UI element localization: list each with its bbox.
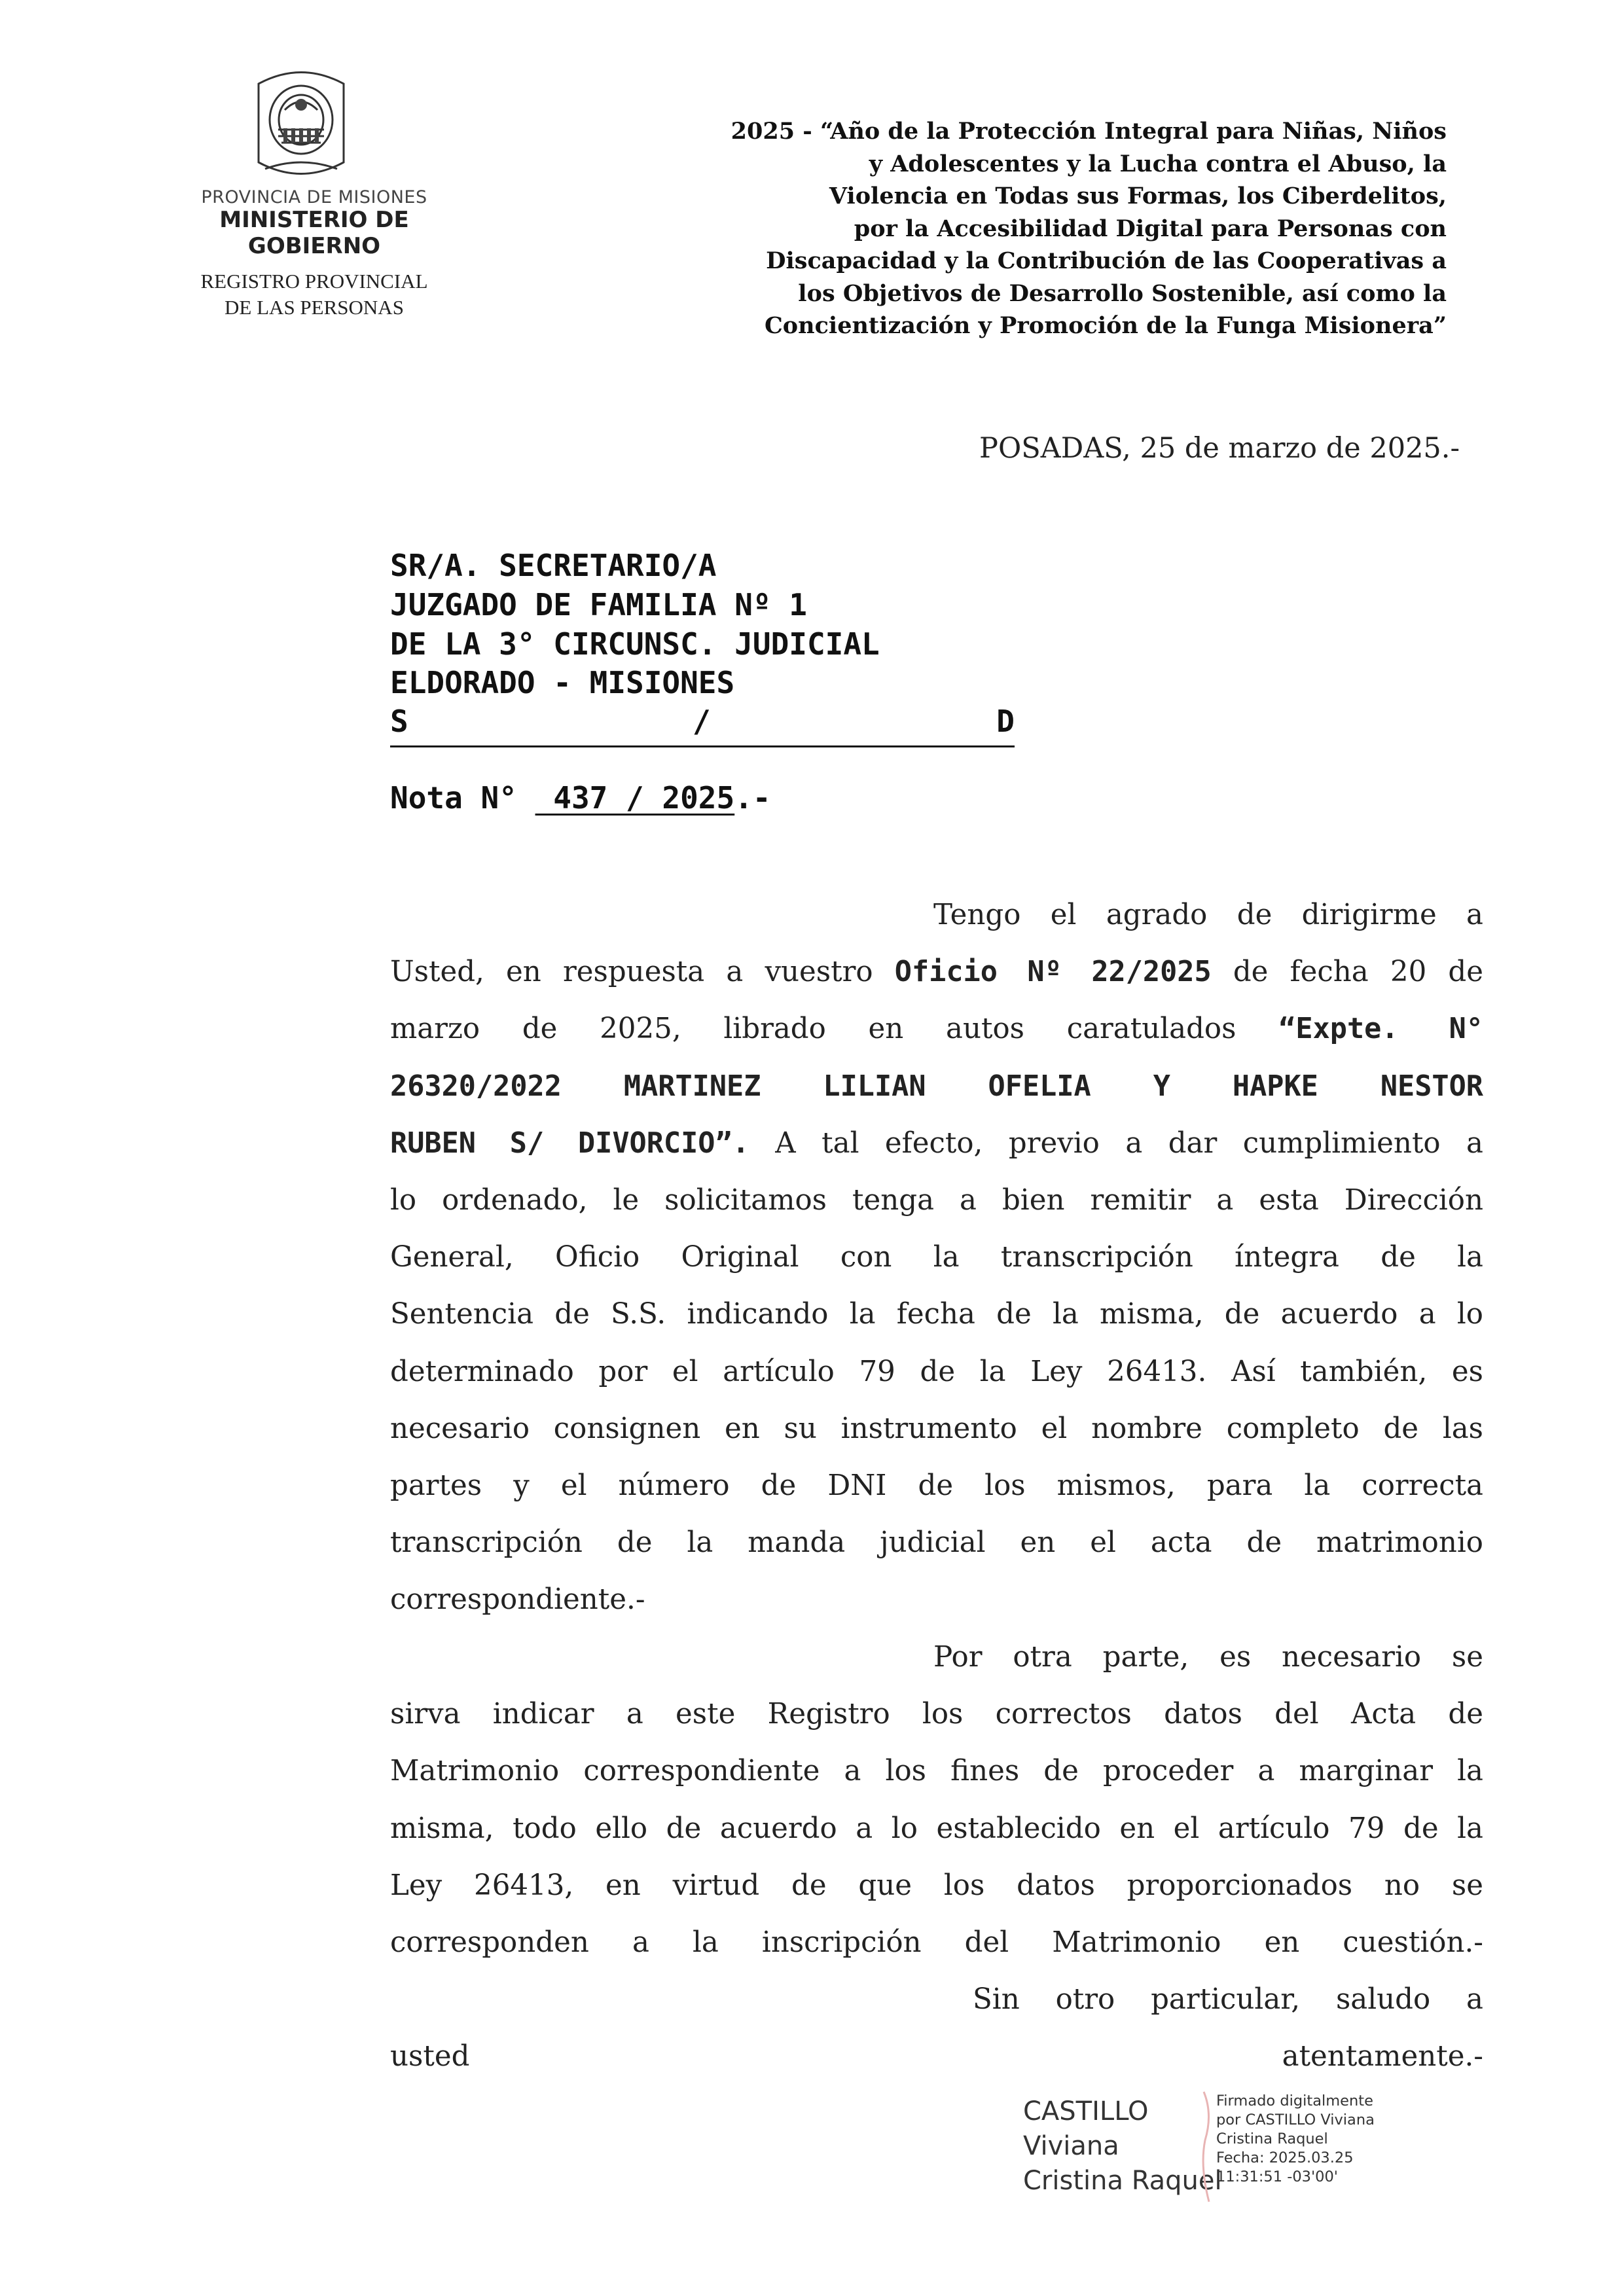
addressee-line-2: JUZGADO DE FAMILIA Nº 1 — [390, 587, 807, 622]
paragraph-line — [390, 1058, 1483, 1115]
paragraph-line: transcripción de la manda judicial en el acta de matrimonio — [390, 1526, 1483, 1560]
digital-signature-details — [1216, 2092, 1375, 2187]
note-reference — [390, 780, 771, 816]
paragraph-line: correspondiente.- — [390, 1583, 645, 1617]
text-run: de fecha 20 de — [1211, 956, 1484, 989]
paragraph-line: lo ordenado, le solicitamos tenga a bien remitir a esta Dirección — [390, 1183, 1483, 1217]
signer-name-line: Cristina Raquel — [1023, 2166, 1222, 2196]
ministry-label: MINISTERIO DE GOBIERNO — [219, 207, 409, 259]
text-run: A tal efecto, previo a dar cumplimiento a — [749, 1126, 1483, 1160]
signer-name-line: CASTILLO — [1023, 2096, 1149, 2126]
motto-line: Violencia en Todas sus Formas, los Ciberdelitos, — [829, 183, 1447, 209]
note-prefix: Nota N° — [390, 780, 535, 816]
paragraph-line: sirva indicar a este Registro los correctos datos del Acta de — [390, 1698, 1483, 1731]
case-title: 26320/2022 MARTINEZ LILIAN OFELIA Y HAPKE NESTOR — [390, 1069, 1483, 1103]
closing — [390, 1971, 1483, 2085]
motto-line: los Objetivos de Desarrollo Sostenible, así como la — [798, 279, 1447, 307]
paragraph-line: Sentencia de S.S. indicando la fecha de la misma, de acuerdo a lo — [390, 1298, 1483, 1331]
motto-line: y Adolescentes y la Lucha contra el Abuso, la — [869, 150, 1447, 177]
year-motto — [589, 115, 1447, 342]
addressee-line-4: ELDORADO - MISIONES — [390, 665, 735, 700]
paragraph-line — [390, 944, 1483, 1001]
case-title-start: “Expte. N° — [1278, 1013, 1483, 1046]
registry-line-1: REGISTRO PROVINCIAL — [200, 270, 428, 293]
signature-detail-line: Firmado digitalmente — [1216, 2092, 1373, 2109]
signature-detail-line: Cristina Raquel — [1216, 2130, 1328, 2147]
registry-line-2: DE LAS PERSONAS — [225, 296, 404, 319]
digital-signature-mark — [1201, 2088, 1214, 2206]
signature-detail-line: Fecha: 2025.03.25 — [1216, 2149, 1354, 2166]
paragraph-2 — [390, 1629, 1483, 1971]
motto-line: por la Accesibilidad Digital para Personas con — [854, 215, 1447, 242]
paragraph-line: corresponden a la inscripción del Matrimonio en cuestión.- — [390, 1926, 1483, 1959]
motto-line: Discapacidad y la Contribución de las Cooperativas a — [766, 247, 1447, 274]
province-crest-logo — [245, 64, 357, 181]
note-suffix: .- — [734, 780, 771, 816]
note-number: 437 / 2025 — [535, 780, 735, 816]
signer-name-line: Viviana — [1023, 2131, 1119, 2161]
paragraph-line: Tengo el agrado de dirigirme a — [933, 899, 1483, 931]
letter-date: POSADAS, 25 de marzo de 2025.- — [979, 432, 1460, 465]
motto-line: Concientización y Promoción de la Funga Misionera” — [764, 312, 1447, 339]
closing-line: usted atentamente.- — [390, 2040, 1483, 2073]
paragraph-line: Matrimonio correspondiente a los fines de proceder a marginar la — [390, 1755, 1483, 1788]
text-run: Usted, en respuesta a vuestro — [390, 956, 895, 989]
signer-name — [1023, 2094, 1222, 2198]
sd-d: D — [996, 704, 1015, 739]
paragraph-line: necesario consignen en su instrumento el nombre completo de las — [390, 1412, 1483, 1445]
text-run: marzo de 2025, librado en autos caratulados — [390, 1013, 1279, 1046]
paragraph-line — [390, 1115, 1483, 1172]
addressee-line-1: SR/A. SECRETARIO/A — [390, 548, 717, 583]
paragraph-1 — [390, 887, 1483, 1628]
motto-line: 2025 - “Año de la Protección Integral para Niñas, Niños — [731, 118, 1447, 145]
paragraph-line: misma, todo ello de acuerdo a lo establecido en el artículo 79 de la — [390, 1812, 1483, 1845]
signature-detail-line: por CASTILLO Viviana — [1216, 2111, 1375, 2128]
sd-slash: / — [693, 704, 711, 739]
signature-detail-line: 11:31:51 -03'00' — [1216, 2168, 1338, 2185]
paragraph-line: Ley 26413, en virtud de que los datos proporcionados no se — [390, 1869, 1483, 1902]
case-title-end: RUBEN S/ DIVORCIO”. — [390, 1126, 749, 1160]
sd-s: S — [390, 704, 408, 739]
addressee-line-3: DE LA 3° CIRCUNSC. JUDICIAL — [390, 626, 880, 662]
paragraph-line — [390, 1001, 1483, 1058]
paragraph-line: Por otra parte, es necesario se — [933, 1641, 1483, 1674]
province-label: PROVINCIA DE MISIONES — [201, 187, 427, 207]
paragraph-line: partes y el número de DNI de los mismos, para la correcta — [390, 1469, 1483, 1502]
paragraph-line: General, Oficio Original con la transcripción íntegra de la — [390, 1241, 1483, 1274]
oficio-reference: Oficio Nº 22/2025 — [894, 956, 1212, 989]
paragraph-line: determinado por el artículo 79 de la Ley 26413. Así también, es — [390, 1355, 1483, 1388]
su-despacho-line — [390, 704, 1015, 747]
closing-line: Sin otro particular, saludo a — [973, 1983, 1483, 2016]
